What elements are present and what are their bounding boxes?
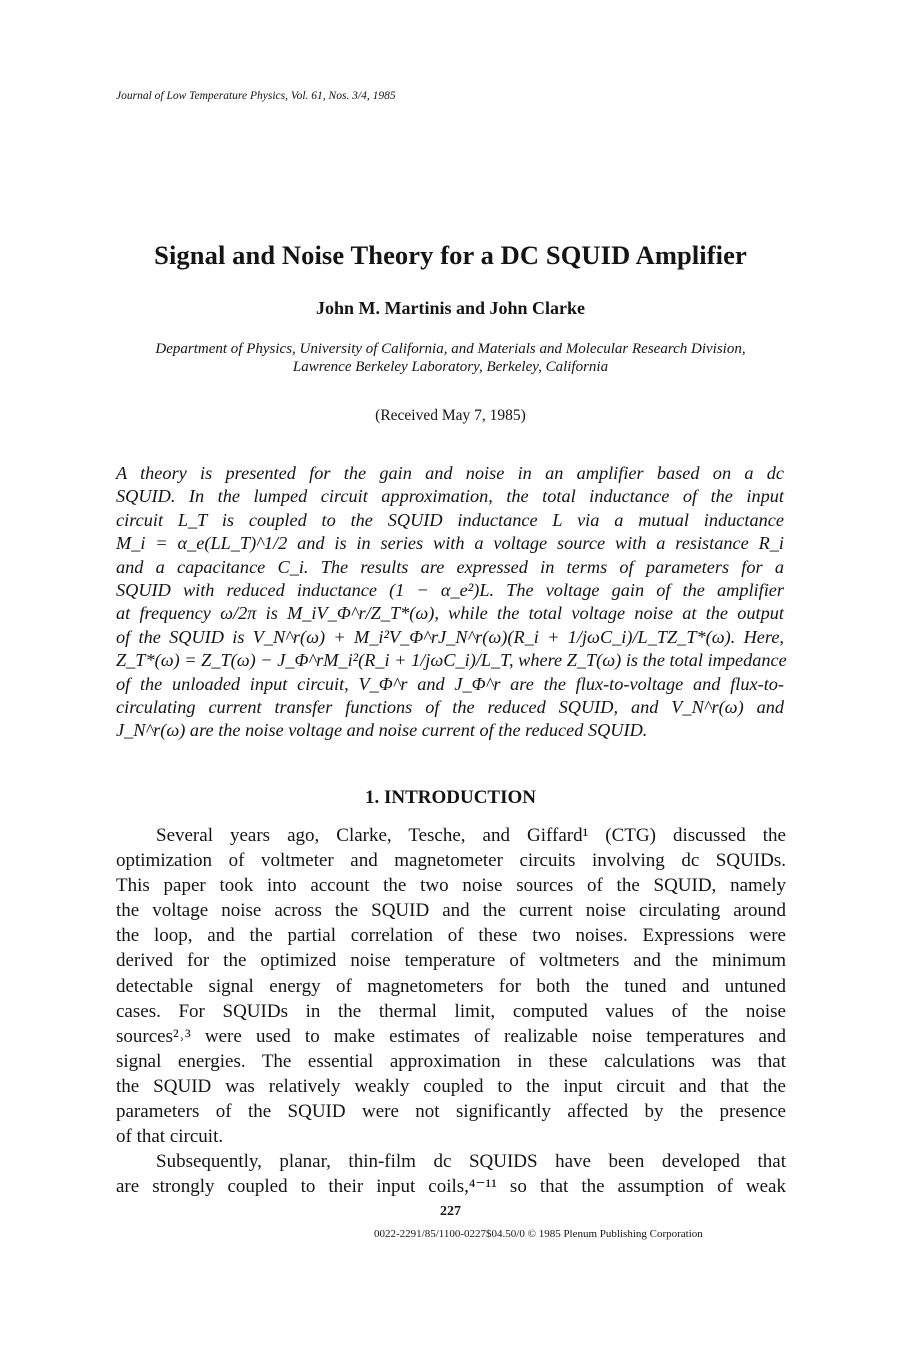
body-line: sources²˒³ were used to make estimates of realizable noise temperatures and [116, 1025, 786, 1047]
body-line: signal energies. The essential approximation in these calculations was that [116, 1050, 786, 1072]
abstract-line: of the SQUID is V_N^r(ω) + M_i²V_Φ^rJ_N^r(ω)(R_i + 1/jωC_i)/L_TZ_T*(ω). Here, [116, 626, 784, 647]
body-line: the SQUID was relatively weakly coupled to the input circuit and that the [116, 1075, 786, 1097]
received-date: (Received May 7, 1985) [375, 407, 526, 424]
body-line: Several years ago, Clarke, Tesche, and Giffard¹ (CTG) discussed the [156, 825, 786, 846]
body-line: of that circuit. [116, 1126, 224, 1148]
body-line: are strongly coupled to their input coils,⁴⁻¹¹ so that the assumption of weak [116, 1176, 786, 1198]
body-line: the loop, and the partial correlation of these two noises. Expressions were [116, 925, 786, 947]
body-line: derived for the optimized noise temperature of voltmeters and the minimum [116, 950, 786, 972]
body-line: cases. For SQUIDs in the thermal limit, computed values of the noise [116, 1000, 786, 1022]
affiliation-line: Lawrence Berkeley Laboratory, Berkeley, California [292, 359, 609, 376]
body-text [116, 823, 786, 1199]
body-line: optimization of voltmeter and magnetometer circuits involving dc SQUIDs. [116, 850, 786, 872]
abstract-line: of the unloaded input circuit, V_Φ^r and J_Φ^r are the flux-to-voltage and flux-to- [116, 673, 784, 694]
affiliation [0, 340, 901, 377]
paper-title: Signal and Noise Theory for a DC SQUID Amplifier [154, 240, 747, 270]
abstract-line: circuit L_T is coupled to the SQUID inductance L via a mutual inductance [116, 509, 784, 530]
body-line: detectable signal energy of magnetometers for both the tuned and untuned [116, 975, 786, 997]
section-heading: 1. INTRODUCTION [364, 787, 537, 808]
journal-citation: Journal of Low Temperature Physics, Vol. 61, Nos. 3/4, 1985 [116, 90, 396, 102]
abstract-line: A theory is presented for the gain and noise in an amplifier based on a dc [116, 463, 784, 483]
abstract-line: M_i = α_e(LL_T)^1/2 and is in series with a voltage source with a resistance R_i [116, 533, 784, 554]
abstract-line: SQUID with reduced inductance (1 − α_e²)L. The voltage gain of the amplifier [116, 580, 784, 601]
abstract-line: SQUID. In the lumped circuit approximation, the total inductance of the input [116, 486, 784, 507]
body-line: Subsequently, planar, thin-film dc SQUIDS have been developed that [156, 1151, 786, 1173]
body-line: parameters of the SQUID were not significantly affected by the presence [116, 1101, 786, 1123]
abstract-line: at frequency ω/2π is M_iV_Φ^r/Z_T*(ω), while the total voltage noise at the output [116, 603, 784, 624]
abstract-line: circulating current transfer functions of the reduced SQUID, and V_N^r(ω) and [116, 697, 784, 718]
body-line: This paper took into account the two noise sources of the SQUID, namely [116, 875, 786, 897]
author-names: John M. Martinis and John Clarke [315, 298, 586, 318]
abstract [116, 462, 787, 743]
abstract-line: Z_T*(ω) = Z_T(ω) − J_Φ^rM_i²(R_i + 1/jωC_i)/L_T, where Z_T(ω) is the total impedance [116, 650, 787, 671]
affiliation-line: Department of Physics, University of California, and Materials and Molecular Research Division, [155, 341, 746, 357]
abstract-line: and a capacitance C_i. The results are expressed in terms of parameters for a [116, 556, 784, 577]
body-line: the voltage noise across the SQUID and the current noise circulating around [116, 900, 786, 922]
page-number: 227 [440, 1204, 461, 1219]
copyright-line: 0022-2291/85/1100-0227$04.50/0 © 1985 Plenum Publishing Corporation [374, 1228, 703, 1240]
abstract-line: J_N^r(ω) are the noise voltage and noise current of the reduced SQUID. [116, 720, 648, 741]
